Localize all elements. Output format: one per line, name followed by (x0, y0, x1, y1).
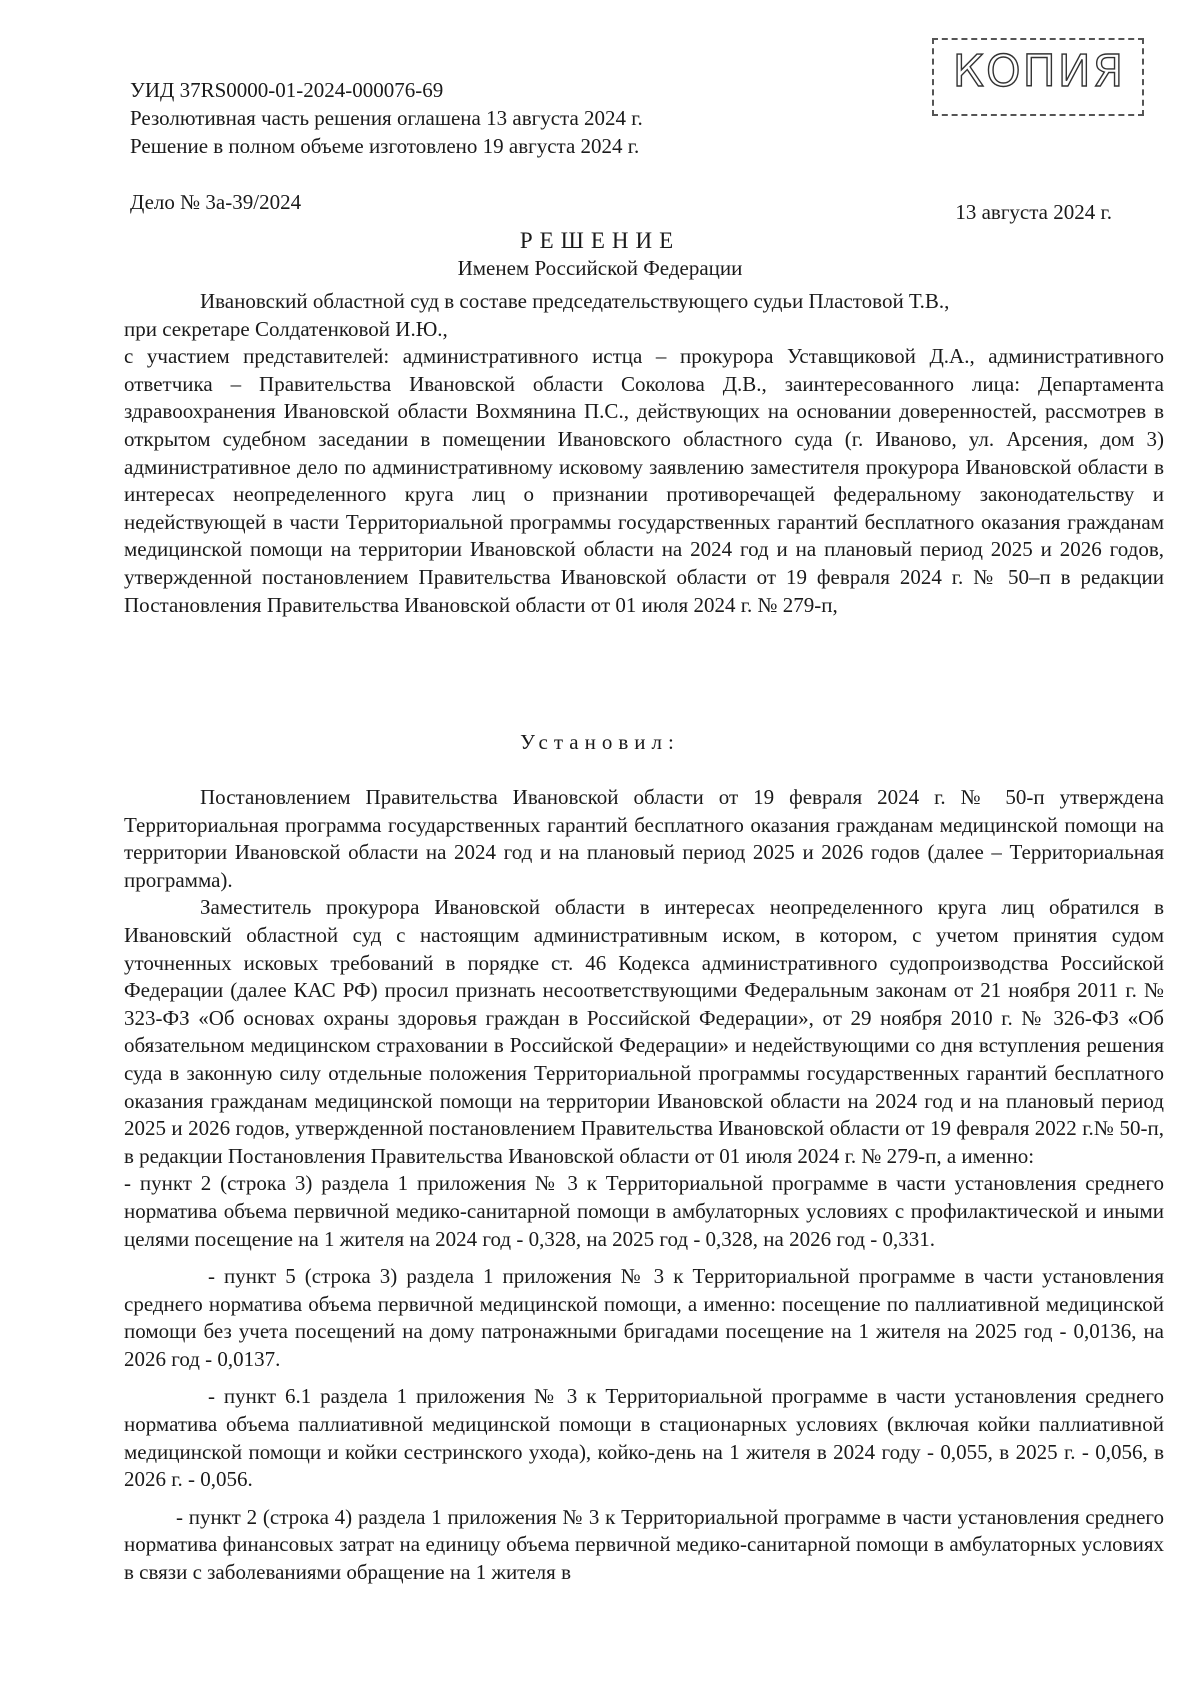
resolution-date-line: Резолютивная часть решения оглашена 13 августа 2024 г. (130, 106, 643, 130)
intro-court-composition: Ивановский областной суд в составе председательствующего судьи Пластовой Т.В., (200, 289, 950, 313)
document-title: РЕШЕНИЕ (519, 228, 681, 253)
body-paragraph-1: Постановлением Правительства Ивановской области от 19 февраля 2024 г. № 50-п утверждена Территориальная программа государственных гарантий бесплатного оказания гражданам медицинской помощи на территории Ивановской области на 2024 год и на плановый период 2025 и 2026 годов (далее – Территориальная программа). (124, 785, 1164, 892)
claim-item-2: - пункт 5 (строка 3) раздела 1 приложения № 3 к Территориальной программе в части установления среднего норматива объема первичной медицинской помощи, а именно: посещение по паллиативной медицинской помощи без учета посещений на дому патронажными бригадами посещение на 1 жителя на 2025 год - 0,0136, на 2026 год - 0,0137. (124, 1264, 1164, 1371)
intro-participants: с участием представителей: административного истца – прокурора Уставщиковой Д.А., административного ответчика – Правительства Ивановской области Соколова Д.В., заинтересованного лица: Департамента здравоохранения Ивановской области Вохмянина П.С., действующих на основании доверенностей, рассмотрев в открытом судебном заседании в помещении Ивановского областного суда (г. Иваново, ул. Арсения, дом 3) административное дело по административному исковому заявлению заместителя прокурора Ивановской области в интересах неопределенного круга лиц о признании противоречащей федеральному законодательству и недействующей в части Территориальной программы государственных гарантий бесплатного оказания гражданам медицинской помощи на территории Ивановской области на 2024 год и на плановый период 2025 и 2026 годов, утвержденной постановлением Правительства Ивановской области от 19 февраля 2024 г. № 50–п в редакции Постановления Правительства Ивановской области от 01 июля 2024 г. № 279-п, (124, 344, 1164, 617)
claim-item-3: - пункт 6.1 раздела 1 приложения № 3 к Территориальной программе в части установления среднего норматива объема паллиативной медицинской помощи в стационарных условиях (включая койки паллиативной медицинской помощи и койки сестринского ухода), койко-день на 1 жителя в 2024 году - 0,055, в 2025 г. - 0,056, в 2026 г. - 0,056. (124, 1384, 1164, 1492)
copy-stamp-text: КОПИЯ (952, 46, 1126, 97)
case-date: 13 августа 2024 г. (955, 200, 1112, 224)
full-decision-date-line: Решение в полном объеме изготовлено 19 августа 2024 г. (130, 134, 640, 158)
case-number: Дело № 3а-39/2024 (130, 190, 302, 214)
intro-section (124, 288, 1164, 619)
intro-secretary: при секретаре Солдатенковой И.Ю., (124, 316, 448, 341)
established-heading: Установил: (520, 730, 680, 754)
claim-item-4: - пункт 2 (строка 4) раздела 1 приложения № 3 к Территориальной программе в части установления среднего норматива финансовых затрат на единицу объема первичной медико-санитарной помощи в амбулаторных условиях в связи с заболеваниями обращение на 1 жителя в (124, 1504, 1164, 1585)
body-paragraph-2: Заместитель прокурора Ивановской области в интересах неопределенного круга лиц обратился в Ивановский областной суд с настоящим административным иском, в котором, с учетом принятия судом уточненных исковых требований в порядке ст. 46 Кодекса административного судопроизводства Российской Федерации (далее КАС РФ) просил признать несоответствующими Федеральным законам от 21 ноября 2011 г. № 323-ФЗ «Об основах охраны здоровья граждан в Российской Федерации», от 29 ноября 2010 г. № 326-ФЗ «Об обязательном медицинском страховании в Российской Федерации» и недействующими со дня вступления решения суда в законную силу отдельные положения Территориальной программы государственных гарантий бесплатного оказания гражданам медицинской помощи на территории Ивановской области на 2024 год и на плановый период 2025 и 2026 годов, утвержденной постановлением Правительства Ивановской области от 19 февраля 2022 г.№ 50-п, в редакции Постановления Правительства Ивановской области от 01 июля 2024 г. № 279-п, а именно: (124, 895, 1164, 1168)
body-section (124, 784, 1164, 1587)
uid-line: УИД 37RS0000-01-2024-000076-69 (130, 78, 444, 102)
copy-stamp (932, 38, 1144, 116)
claim-item-1: - пункт 2 (строка 3) раздела 1 приложения № 3 к Территориальной программе в части установления среднего норматива объема первичной медико-санитарной помощи в амбулаторных условиях с профилактической и иными целями посещение на 1 жителя на 2024 год - 0,328, на 2025 год - 0,328, на 2026 год - 0,331. (124, 1171, 1164, 1251)
document-subtitle: Именем Российской Федерации (457, 256, 743, 280)
